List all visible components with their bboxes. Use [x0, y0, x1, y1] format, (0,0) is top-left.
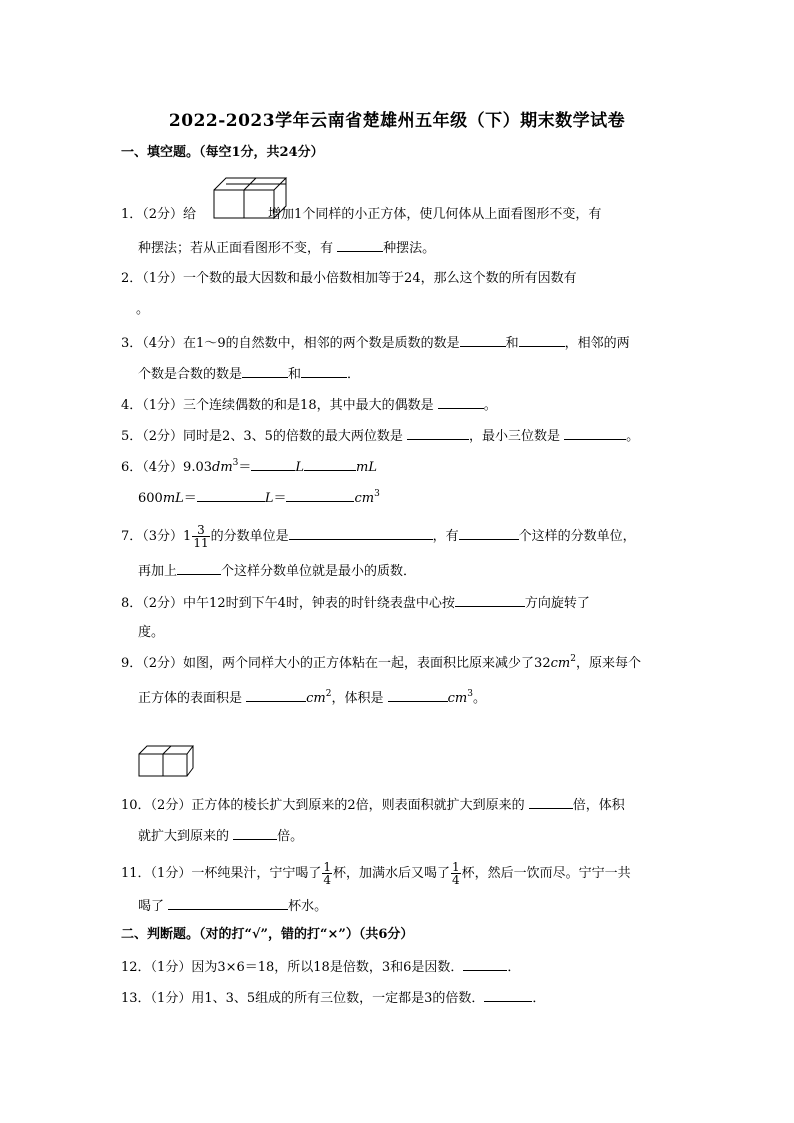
- question-9-line-1: [121, 656, 641, 672]
- exponent: 3: [467, 689, 473, 699]
- fraction-1-4: [451, 861, 461, 886]
- question-12: [121, 958, 520, 976]
- q11-text-c: 杯，然后一饮而尽。宁宁一共: [461, 866, 631, 881]
- q6-text-b: 600: [138, 491, 163, 506]
- q9-text-c: 正方体的表面积是: [138, 691, 243, 706]
- stacked-cubes-figure: [212, 174, 288, 222]
- question-3-line-1: [121, 334, 630, 352]
- answer-blank[interactable]: [388, 689, 448, 702]
- q4-text-a: 4．（1分）三个连续偶数的和是18，其中最大的偶数是: [121, 398, 434, 413]
- q13-text-b: ．: [532, 991, 546, 1006]
- q11-text-b: 杯，加满水后又喝了: [332, 866, 450, 881]
- question-7-line-1: [121, 524, 636, 549]
- answer-blank[interactable]: [337, 239, 383, 252]
- q6-text-a: 6．（4分）9.03: [121, 460, 212, 475]
- fraction-numerator: 3: [192, 524, 209, 537]
- answer-blank[interactable]: [484, 989, 532, 1002]
- q11-text-d: 喝了: [138, 899, 165, 914]
- q8-text-b: 方向旋转了: [524, 596, 590, 611]
- answer-blank[interactable]: [197, 489, 265, 502]
- section-heading-fill-in: 一、填空题。（每空1分，共24分）: [121, 145, 324, 160]
- q3-text-e: 和: [288, 367, 302, 382]
- question-11-line-2: [138, 897, 327, 915]
- q7-text-c: ，有: [432, 529, 459, 544]
- q1-text-d: 种摆法。: [383, 241, 436, 256]
- q3-text-f: ．: [347, 367, 361, 382]
- fraction-1-4: [322, 861, 332, 886]
- question-1-line-2: [138, 239, 435, 257]
- question-1-line-1: [121, 207, 601, 223]
- q13-text-a: 13．（1分）用1、3、5组成的所有三位数，一定都是3的倍数．: [121, 991, 485, 1006]
- unit-ml: mL: [162, 491, 184, 506]
- answer-blank[interactable]: [438, 396, 484, 409]
- q12-text-a: 12．（1分）因为3×6＝18，所以18是倍数，3和6是因数．: [121, 960, 464, 975]
- q9-text-d: ，体积是: [331, 691, 384, 706]
- unit-l: L: [295, 460, 305, 475]
- answer-blank[interactable]: [242, 365, 288, 378]
- q4-text-b: 。: [483, 398, 497, 413]
- fraction-numerator: 1: [323, 860, 331, 874]
- answer-blank[interactable]: [168, 897, 288, 910]
- answer-blank[interactable]: [407, 427, 469, 440]
- unit-dm: dm: [212, 460, 233, 475]
- question-11-line-1: [121, 861, 631, 886]
- answer-blank[interactable]: [460, 334, 506, 347]
- q10-text-c: 就扩大到原来的: [138, 829, 230, 844]
- exponent: 3: [232, 458, 239, 468]
- question-10-line-2: [138, 827, 303, 845]
- question-7-line-2: [138, 562, 416, 580]
- unit-ml: mL: [356, 460, 378, 475]
- q9-text-b: ，原来每个: [575, 656, 641, 671]
- q1-text-b: 增加1个同样的小正方体，使几何体从上面看图形不变，有: [268, 207, 602, 222]
- q8-text-a: 8．（2分）中午12时到下午4时，钟表的时针绕表盘中心按: [121, 596, 455, 611]
- q7-text-f: 个这样分数单位就是最小的质数．: [221, 564, 417, 579]
- two-cubes-figure: [137, 744, 195, 778]
- answer-blank[interactable]: [286, 489, 354, 502]
- q5-text-b: ，最小三位数是: [469, 429, 561, 444]
- equals-sign: ＝: [183, 491, 197, 506]
- question-6-line-2: [138, 489, 380, 507]
- exponent: 3: [374, 489, 380, 499]
- answer-blank[interactable]: [564, 427, 626, 440]
- answer-blank[interactable]: [177, 562, 221, 575]
- unit-cm: cm: [354, 491, 375, 506]
- equals-sign: ＝: [238, 460, 252, 475]
- q7-text-a: 7．（3分）1: [121, 529, 192, 544]
- page-title: 2022-2023学年云南省楚雄州五年级（下）期末数学试卷: [168, 111, 626, 131]
- answer-blank[interactable]: [251, 458, 295, 471]
- equals-sign: ＝: [273, 491, 287, 506]
- q5-text-a: 5．（2分）同时是2、3、5的倍数的最大两位数是: [121, 429, 403, 444]
- exponent: 2: [570, 654, 576, 664]
- q3-text-d: 个数是合数的数是: [138, 367, 243, 382]
- q12-text-b: ．: [507, 960, 521, 975]
- q7-text-e: 再加上: [138, 564, 178, 579]
- q11-text-e: 杯水。: [288, 899, 328, 914]
- fraction-3-11: [192, 524, 209, 549]
- q3-text-c: ，相邻的两: [564, 336, 630, 351]
- fraction-denominator: 11: [193, 536, 209, 550]
- question-10-line-1: [121, 796, 625, 814]
- answer-blank[interactable]: [455, 594, 525, 607]
- question-2-line-1: 2．（1分）一个数的最大因数和最小倍数相加等于24，那么这个数的所有因数有: [121, 271, 577, 286]
- answer-blank[interactable]: [459, 527, 519, 540]
- question-13: [121, 989, 545, 1007]
- question-4: [121, 396, 497, 414]
- q9-text-a: 9．（2分）如图，两个同样大小的正方体粘在一起，表面积比原来减少了32: [121, 656, 551, 671]
- q10-text-a: 10．（2分）正方体的棱长扩大到原来的2倍，则表面积就扩大到原来的: [121, 798, 525, 813]
- answer-blank[interactable]: [304, 458, 356, 471]
- answer-blank[interactable]: [289, 527, 433, 540]
- q1-text-c: 种摆法；若从正面看图形不变，有: [138, 241, 334, 256]
- q7-text-b: 的分数单位是: [210, 529, 289, 544]
- answer-blank[interactable]: [233, 827, 277, 840]
- q3-text-a: 3．（4分）在1～9的自然数中，相邻的两个数是质数的数是: [121, 336, 460, 351]
- q5-text-c: 。: [626, 429, 640, 444]
- q3-text-b: 和: [505, 336, 519, 351]
- unit-cm: cm: [447, 691, 468, 706]
- question-5: [121, 427, 639, 445]
- question-8-line-1: [121, 594, 590, 612]
- exponent: 2: [325, 689, 332, 699]
- question-6-line-1: [121, 458, 377, 476]
- q10-text-d: 倍。: [277, 829, 304, 844]
- answer-blank[interactable]: [246, 689, 306, 702]
- unit-cm: cm: [306, 691, 326, 706]
- answer-blank[interactable]: [463, 958, 507, 971]
- section-heading-true-false: 二、判断题。（对的打“√”，错的打“×”）（共6分）: [121, 927, 414, 942]
- fraction-denominator: 4: [323, 873, 331, 887]
- fraction-numerator: 1: [451, 860, 460, 874]
- q10-text-b: 倍，体积: [572, 798, 625, 813]
- question-3-line-2: [138, 365, 360, 383]
- q9-text-e: 。: [473, 691, 487, 706]
- fraction-denominator: 4: [451, 873, 460, 887]
- q7-text-d: 个这样的分数单位，: [518, 529, 636, 544]
- unit-cm: cm: [550, 656, 571, 671]
- question-2-line-2: 。: [136, 302, 150, 317]
- question-9-line-2: [138, 689, 486, 707]
- answer-blank[interactable]: [301, 365, 347, 378]
- question-8-line-2: 度。: [138, 625, 165, 640]
- answer-blank[interactable]: [529, 796, 573, 809]
- answer-blank[interactable]: [519, 334, 565, 347]
- unit-l: L: [264, 491, 274, 506]
- q11-text-a: 11．（1分）一杯纯果汁，宁宁喝了: [121, 866, 322, 881]
- q1-text-a: 1．（2分）给: [121, 207, 197, 222]
